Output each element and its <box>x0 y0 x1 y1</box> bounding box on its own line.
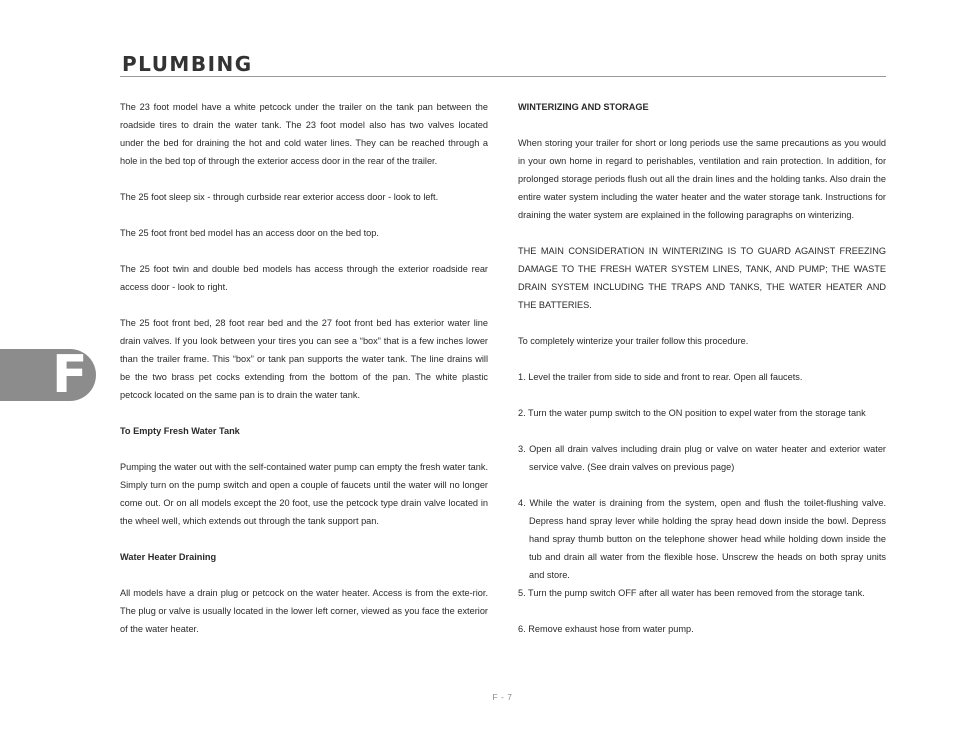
paragraph-25-foot-twin-double: The 25 foot twin and double bed models has access through the exterior roadside rear access door - look to right. <box>120 264 488 292</box>
paragraph-pumping-water: Pumping the water out with the self-contained water pump can empty the fresh water tank. Simply turn on the pump switch and open a couple of faucets until the water will no longer come out. Or on all models except the 20 foot, use the petcock type drain valve located in the wheel well, which extends out through the tank support pan. <box>120 462 488 526</box>
page-title: PLUMBING <box>122 52 253 76</box>
step-item: 4. While the water is draining from the system, open and flush the toilet-flushing valve. Depress hand spray lever while holding the spray head down inside the bowl. Depress hand spray thumb button on the telephone shower head while holding down inside the tub and drain all water from the flexible hose. Unscrew the heads on both spray units and store. <box>518 498 886 580</box>
paragraph-drain-valves: The 25 foot front bed, 28 foot rear bed and the 27 foot front bed has exterior water line drain valves. If you look between your tires you can see a “box” that is a few inches lower than the trailer frame. This “box” or tank pan supports the water tank. The line drains will be the two brass pet cocks extending from the bottom of the pan. The white plastic petcock located on the same pan is to drain the water tank. <box>120 318 488 400</box>
paragraph-storage: When storing your trailer for short or long periods use the same precautions as you would in your own home in regard to perishables, ventilation and rain protection. In addition, for prolonged storage periods flush out all the drain lines and the holding tanks. Also drain the entire water system including the water heater and the water storage tank. Instructions for draining the water system are explained in the following paragraphs on winterizing. <box>518 138 886 220</box>
paragraph-procedure-intro: To completely winterize your trailer follow this procedure. <box>518 336 749 346</box>
paragraph-25-foot-front-bed: The 25 foot front bed model has an access door on the bed top. <box>120 228 379 238</box>
step-item: 6. Remove exhaust hose from water pump. <box>518 624 694 634</box>
section-tab-letter: F <box>52 345 88 405</box>
step-item: 3. Open all drain valves including drain plug or valve on water heater and exterior water service valve. (See drain valves on previous page) <box>518 444 886 472</box>
left-column <box>120 98 488 638</box>
right-column <box>518 98 886 638</box>
winterizing-steps <box>518 368 886 638</box>
heading-water-heater-draining: Water Heater Draining <box>120 552 217 562</box>
paragraph-main-consideration: THE MAIN CONSIDERATION IN WINTERIZING IS TO GUARD AGAINST FREEZING DAMAGE TO THE FRESH WATER SYSTEM LINES, TANK, AND PUMP; THE WASTE DRAIN SYSTEM INCLUDING THE TRAPS AND TANKS, THE WATER HEATER AND THE BATTERIES. <box>518 246 886 310</box>
step-item: 1. Level the trailer from side to side and front to rear. Open all faucets. <box>518 372 803 382</box>
heading-winterizing-storage: WINTERIZING AND STORAGE <box>518 102 649 112</box>
page-number: F - 7 <box>492 692 513 702</box>
paragraph-23-foot: The 23 foot model have a white petcock under the trailer on the tank pan between the roadside tires to drain the water tank. The 23 foot model also has two valves located under the bed for draining the hot and cold water lines. They can be reached through a hole in the bed top of through the exterior access door in the rear of the trailer. <box>120 102 488 166</box>
paragraph-25-foot-sleep-six: The 25 foot sleep six - through curbside rear exterior access door - look to left. <box>120 192 439 202</box>
title-divider <box>120 76 886 77</box>
step-item: 5. Turn the pump switch OFF after all water has been removed from the storage tank. <box>518 588 865 598</box>
step-item: 2. Turn the water pump switch to the ON position to expel water from the storage tank <box>518 408 866 418</box>
heading-empty-fresh-water-tank: To Empty Fresh Water Tank <box>120 426 240 436</box>
paragraph-water-heater: All models have a drain plug or petcock on the water heater. Access is from the exte-rior. The plug or valve is usually located in the lower left corner, viewed as you face the exterior of the water heater. <box>120 588 488 634</box>
